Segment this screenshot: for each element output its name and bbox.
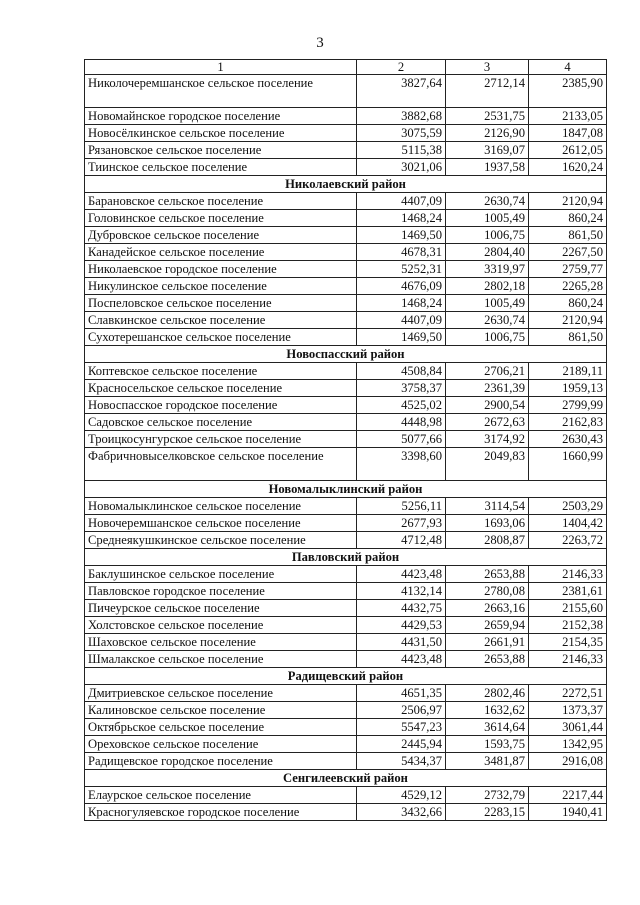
value-col-4: 861,50	[529, 227, 607, 244]
table-row	[85, 193, 607, 210]
district-name: Новоспасский район	[85, 346, 607, 363]
value-col-2: 5077,66	[357, 431, 446, 448]
value-col-4: 2272,51	[529, 685, 607, 702]
value-col-2: 5252,31	[357, 261, 446, 278]
value-col-4: 2155,60	[529, 600, 607, 617]
table-row	[85, 414, 607, 431]
value-col-4: 3061,44	[529, 719, 607, 736]
value-col-2: 4508,84	[357, 363, 446, 380]
settlements-table	[84, 59, 607, 821]
value-col-3: 3174,92	[446, 431, 529, 448]
settlement-name: Сухотерешанское сельское поселение	[85, 329, 357, 346]
settlement-name: Дмитриевское сельское поселение	[85, 685, 357, 702]
district-header-row	[85, 770, 607, 787]
district-name: Новомалыклинский район	[85, 481, 607, 498]
value-col-4: 1373,37	[529, 702, 607, 719]
column-header-2: 2	[357, 60, 446, 75]
table-row	[85, 244, 607, 261]
table-row	[85, 736, 607, 753]
settlement-name: Новоспасское городское поселение	[85, 397, 357, 414]
value-col-4: 2381,61	[529, 583, 607, 600]
table-body	[85, 75, 607, 821]
table-row	[85, 329, 607, 346]
table-row	[85, 363, 607, 380]
table-row	[85, 498, 607, 515]
value-col-3: 3481,87	[446, 753, 529, 770]
value-col-2: 2677,93	[357, 515, 446, 532]
value-col-3: 3614,64	[446, 719, 529, 736]
value-col-4: 2152,38	[529, 617, 607, 634]
value-col-3: 2126,90	[446, 125, 529, 142]
value-col-4: 861,50	[529, 329, 607, 346]
settlement-name: Калиновское сельское поселение	[85, 702, 357, 719]
table-row	[85, 397, 607, 414]
settlement-name: Ореховское сельское поселение	[85, 736, 357, 753]
table-row	[85, 142, 607, 159]
settlement-name: Фабричновыселковское сельское поселение	[85, 448, 357, 481]
value-col-2: 1469,50	[357, 227, 446, 244]
value-col-2: 4407,09	[357, 312, 446, 329]
column-header-4: 4	[529, 60, 607, 75]
value-col-2: 5115,38	[357, 142, 446, 159]
value-col-3: 2049,83	[446, 448, 529, 481]
table-row	[85, 125, 607, 142]
value-col-2: 4448,98	[357, 414, 446, 431]
table-row	[85, 600, 607, 617]
settlement-name: Баклушинское сельское поселение	[85, 566, 357, 583]
value-col-4: 1342,95	[529, 736, 607, 753]
district-header-row	[85, 346, 607, 363]
district-name: Сенгилеевский район	[85, 770, 607, 787]
table-row	[85, 515, 607, 532]
value-col-2: 4678,31	[357, 244, 446, 261]
value-col-4: 2267,50	[529, 244, 607, 261]
table-row	[85, 566, 607, 583]
table-row	[85, 685, 607, 702]
table-row	[85, 380, 607, 397]
page-number: 3	[316, 35, 324, 51]
value-col-4: 2799,99	[529, 397, 607, 414]
value-col-3: 2663,16	[446, 600, 529, 617]
value-col-3: 2732,79	[446, 787, 529, 804]
district-name: Николаевский район	[85, 176, 607, 193]
table-row	[85, 651, 607, 668]
settlement-name: Садовское сельское поселение	[85, 414, 357, 431]
district-header-row	[85, 176, 607, 193]
settlement-name: Шаховское сельское поселение	[85, 634, 357, 651]
settlement-name: Славкинское сельское поселение	[85, 312, 357, 329]
value-col-3: 2802,18	[446, 278, 529, 295]
value-col-4: 2503,29	[529, 498, 607, 515]
district-header-row	[85, 549, 607, 566]
value-col-3: 2900,54	[446, 397, 529, 414]
table-row	[85, 159, 607, 176]
settlement-name: Среднеякушкинское сельское поселение	[85, 532, 357, 549]
value-col-2: 3882,68	[357, 108, 446, 125]
value-col-2: 2506,97	[357, 702, 446, 719]
settlement-name: Никулинское сельское поселение	[85, 278, 357, 295]
settlement-name: Радищевское городское поселение	[85, 753, 357, 770]
value-col-3: 1006,75	[446, 227, 529, 244]
column-header-1: 1	[85, 60, 357, 75]
settlement-name: Павловское городское поселение	[85, 583, 357, 600]
value-col-4: 2759,77	[529, 261, 607, 278]
settlement-name: Поспеловское сельское поселение	[85, 295, 357, 312]
value-col-3: 2653,88	[446, 566, 529, 583]
value-col-4: 1847,08	[529, 125, 607, 142]
settlement-name: Тиинское сельское поселение	[85, 159, 357, 176]
table-row	[85, 753, 607, 770]
value-col-4: 860,24	[529, 210, 607, 227]
settlement-name: Красносельское сельское поселение	[85, 380, 357, 397]
settlement-name: Троицкосунгурское сельское поселение	[85, 431, 357, 448]
settlement-name: Новочеремшанское сельское поселение	[85, 515, 357, 532]
value-col-4: 2630,43	[529, 431, 607, 448]
value-col-3: 3169,07	[446, 142, 529, 159]
value-col-2: 3827,64	[357, 75, 446, 108]
value-col-3: 3319,97	[446, 261, 529, 278]
value-col-2: 4132,14	[357, 583, 446, 600]
settlement-name: Октябрьское сельское поселение	[85, 719, 357, 736]
value-col-3: 2531,75	[446, 108, 529, 125]
value-col-4: 1404,42	[529, 515, 607, 532]
value-col-2: 4431,50	[357, 634, 446, 651]
column-header-3: 3	[446, 60, 529, 75]
settlement-name: Барановское сельское поселение	[85, 193, 357, 210]
settlement-name: Новосёлкинское сельское поселение	[85, 125, 357, 142]
table-header-row	[85, 60, 607, 75]
table-row	[85, 108, 607, 125]
table-row	[85, 787, 607, 804]
table-row	[85, 532, 607, 549]
table-row	[85, 448, 607, 481]
value-col-4: 2265,28	[529, 278, 607, 295]
district-name: Радищевский район	[85, 668, 607, 685]
value-col-2: 3075,59	[357, 125, 446, 142]
value-col-3: 2808,87	[446, 532, 529, 549]
settlement-name: Канадейское сельское поселение	[85, 244, 357, 261]
settlement-name: Головинское сельское поселение	[85, 210, 357, 227]
value-col-2: 2445,94	[357, 736, 446, 753]
settlement-name: Коптевское сельское поселение	[85, 363, 357, 380]
value-col-2: 4407,09	[357, 193, 446, 210]
value-col-3: 2780,08	[446, 583, 529, 600]
settlement-name: Новомайнское городское поселение	[85, 108, 357, 125]
settlement-name: Елаурское сельское поселение	[85, 787, 357, 804]
settlement-name: Дубровское сельское поселение	[85, 227, 357, 244]
value-col-3: 2630,74	[446, 312, 529, 329]
settlement-name: Шмалакское сельское поселение	[85, 651, 357, 668]
value-col-4: 2120,94	[529, 312, 607, 329]
table-row	[85, 634, 607, 651]
value-col-4: 2916,08	[529, 753, 607, 770]
value-col-4: 2133,05	[529, 108, 607, 125]
value-col-2: 3398,60	[357, 448, 446, 481]
value-col-3: 2712,14	[446, 75, 529, 108]
value-col-2: 4529,12	[357, 787, 446, 804]
value-col-2: 3021,06	[357, 159, 446, 176]
value-col-3: 2706,21	[446, 363, 529, 380]
value-col-4: 2263,72	[529, 532, 607, 549]
value-col-4: 1660,99	[529, 448, 607, 481]
value-col-3: 2653,88	[446, 651, 529, 668]
value-col-2: 4432,75	[357, 600, 446, 617]
value-col-3: 2802,46	[446, 685, 529, 702]
value-col-2: 4676,09	[357, 278, 446, 295]
value-col-3: 2630,74	[446, 193, 529, 210]
value-col-4: 1959,13	[529, 380, 607, 397]
value-col-3: 1006,75	[446, 329, 529, 346]
value-col-2: 1469,50	[357, 329, 446, 346]
value-col-4: 2120,94	[529, 193, 607, 210]
value-col-3: 2661,91	[446, 634, 529, 651]
value-col-2: 5547,23	[357, 719, 446, 736]
table-row	[85, 210, 607, 227]
value-col-2: 4525,02	[357, 397, 446, 414]
table-row	[85, 295, 607, 312]
value-col-4: 860,24	[529, 295, 607, 312]
value-col-3: 1693,06	[446, 515, 529, 532]
settlement-name: Николаевское городское поселение	[85, 261, 357, 278]
table-row	[85, 278, 607, 295]
value-col-2: 4423,48	[357, 651, 446, 668]
value-col-3: 2804,40	[446, 244, 529, 261]
value-col-2: 1468,24	[357, 295, 446, 312]
settlement-name: Пичеурское сельское поселение	[85, 600, 357, 617]
district-name: Павловский район	[85, 549, 607, 566]
value-col-2: 4712,48	[357, 532, 446, 549]
value-col-2: 3432,66	[357, 804, 446, 821]
value-col-3: 1937,58	[446, 159, 529, 176]
value-col-2: 1468,24	[357, 210, 446, 227]
value-col-2: 4429,53	[357, 617, 446, 634]
value-col-3: 1593,75	[446, 736, 529, 753]
value-col-4: 2154,35	[529, 634, 607, 651]
table-row	[85, 702, 607, 719]
value-col-3: 1005,49	[446, 210, 529, 227]
table-row	[85, 583, 607, 600]
value-col-4: 1620,24	[529, 159, 607, 176]
table-row	[85, 261, 607, 278]
value-col-2: 3758,37	[357, 380, 446, 397]
value-col-3: 3114,54	[446, 498, 529, 515]
settlement-name: Холстовское сельское поселение	[85, 617, 357, 634]
table-row	[85, 227, 607, 244]
value-col-4: 2146,33	[529, 566, 607, 583]
table-row	[85, 617, 607, 634]
value-col-3: 2672,63	[446, 414, 529, 431]
settlement-name: Новомалыклинское сельское поселение	[85, 498, 357, 515]
table-row	[85, 719, 607, 736]
value-col-4: 2612,05	[529, 142, 607, 159]
value-col-2: 4651,35	[357, 685, 446, 702]
value-col-2: 5256,11	[357, 498, 446, 515]
table-row	[85, 804, 607, 821]
value-col-3: 2361,39	[446, 380, 529, 397]
value-col-4: 2162,83	[529, 414, 607, 431]
value-col-2: 4423,48	[357, 566, 446, 583]
value-col-4: 2146,33	[529, 651, 607, 668]
value-col-3: 2283,15	[446, 804, 529, 821]
value-col-4: 2217,44	[529, 787, 607, 804]
value-col-2: 5434,37	[357, 753, 446, 770]
district-header-row	[85, 668, 607, 685]
table-row	[85, 312, 607, 329]
value-col-3: 2659,94	[446, 617, 529, 634]
settlement-name: Николочеремшанское сельское поселение	[85, 75, 357, 108]
district-header-row	[85, 481, 607, 498]
settlement-name: Рязановское сельское поселение	[85, 142, 357, 159]
value-col-4: 1940,41	[529, 804, 607, 821]
table-row	[85, 75, 607, 108]
value-col-4: 2189,11	[529, 363, 607, 380]
settlement-name: Красногуляевское городское поселение	[85, 804, 357, 821]
value-col-3: 1632,62	[446, 702, 529, 719]
value-col-4: 2385,90	[529, 75, 607, 108]
table-row	[85, 431, 607, 448]
value-col-3: 1005,49	[446, 295, 529, 312]
